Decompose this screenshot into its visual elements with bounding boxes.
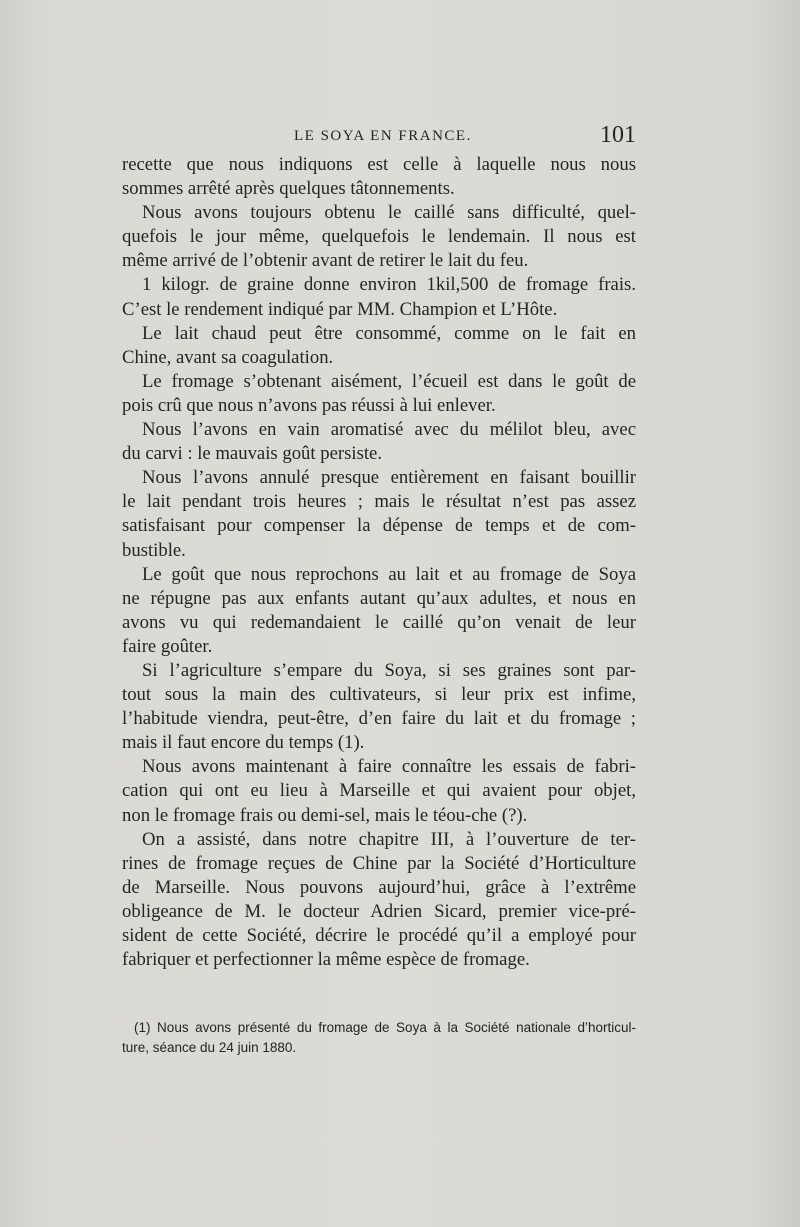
text-line: avons vu qui redemandaient le caillé qu’on venait de leur [122,611,636,633]
text-line: faire goûter. [122,635,213,657]
footnote-line: (1) Nous avons présenté du fromage de Soya à la Société nationale d’horticul- [134,1020,636,1035]
text-line: Nous l’avons annulé presque entièrement en faisant bouillir [142,467,636,489]
text-line: ne répugne pas aux enfants autant qu’aux adultes, et nous en [122,587,636,609]
text-line: C’est le rendement indiqué par MM. Champion et L’Hôte. [122,298,558,320]
text-line: de Marseille. Nous pouvons aujourd’hui, grâce à l’extrême [122,876,636,898]
page-number: 101 [600,122,636,148]
text-line: Nous avons maintenant à faire connaître les essais de fabri- [142,756,636,778]
text-line: le lait pendant trois heures ; mais le résultat n’est pas assez [122,491,636,513]
text-line: bustible. [122,539,186,561]
text-line: pois crû que nous n’avons pas réussi à lui enlever. [122,394,496,416]
text-line: 1 kilogr. de graine donne environ 1kil,500 de fromage frais. [142,274,636,296]
text-line: quefois le jour même, quelquefois le lendemain. Il nous est [122,226,636,248]
text-line: sommes arrêté après quelques tâtonnements. [122,178,455,200]
text-line: cation qui ont eu lieu à Marseille et qui avaient pour objet, [122,780,636,802]
text-line: Chine, avant sa coagulation. [122,346,334,368]
footnote [122,1018,636,1058]
text-line: obligeance de M. le docteur Adrien Sicard, premier vice-pré- [122,900,636,922]
text-line: On a assisté, dans notre chapitre III, à l’ouverture de ter- [142,828,636,850]
text-line: non le fromage frais ou demi-sel, mais le téou-che (?). [122,804,528,826]
text-line: l’habitude viendra, peut-être, d’en faire du lait et du fromage ; [122,708,636,730]
text-line: satisfaisant pour compenser la dépense de temps et de com- [122,515,636,537]
text-line: Le fromage s’obtenant aisément, l’écueil est dans le goût de [142,370,636,392]
text-line: Si l’agriculture s’empare du Soya, si ses graines sont par- [142,659,636,681]
running-title: LE SOYA EN FRANCE. [294,128,472,144]
text-line: Nous l’avons en vain aromatisé avec du mélilot bleu, avec [142,419,636,441]
footnote-line: ture, séance du 24 juin 1880. [122,1040,297,1055]
body-text [122,153,636,972]
text-line: fabriquer et perfectionner la même espèce de fromage. [122,949,530,971]
text-line: mais il faut encore du temps (1). [122,732,365,754]
text-line: du carvi : le mauvais goût persiste. [122,443,383,465]
text-line: tout sous la main des cultivateurs, si leur prix est infime, [122,684,636,706]
text-line: Le goût que nous reprochons au lait et au fromage de Soya [142,563,636,585]
text-line: Nous avons toujours obtenu le caillé sans difficulté, quel- [142,202,636,224]
text-line: même arrivé de l’obtenir avant de retirer le lait du feu. [122,250,529,272]
text-line: sident de cette Société, décrire le procédé qu’il a employé pour [122,925,636,946]
text-line: rines de fromage reçues de Chine par la Société d’Horticulture [122,852,636,874]
page-header [122,122,636,152]
text-line: recette que nous indiquons est celle à laquelle nous nous [122,154,636,175]
text-line: Le lait chaud peut être consommé, comme on le fait en [142,322,636,344]
